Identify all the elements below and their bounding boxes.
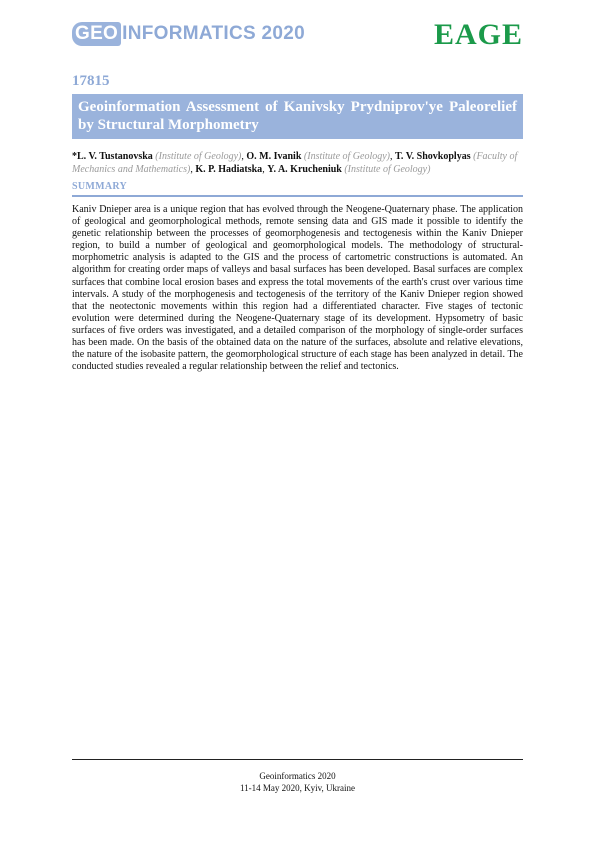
geoinformatics-logo xyxy=(72,22,305,46)
author-affiliation: (Institute of Geology) xyxy=(155,151,242,162)
footer-date-location: 11-14 May 2020, Kyiv, Ukraine xyxy=(239,783,356,793)
author-affiliation: (Faculty of Mechanics and Mathematics) xyxy=(72,151,518,175)
author-name: *L. V. Tustanovska xyxy=(72,151,153,162)
paper-id: 17815 xyxy=(72,73,110,89)
author-name: K. P. Hadiatska xyxy=(195,164,263,175)
author-affiliation: (Institute of Geology) xyxy=(303,151,390,162)
summary-paragraph: Kaniv Dnieper area is a unique region that has evolved through the Neogene-Quaternary phase. The application of geological and geomorphological methods, remote sensing data and GIS made it possible to identify the genetic relationship between the processes of geomorphogenesis and tectogenesis within the Kaniv Dnieper region, to build a number of geological and geomorphological models. The methodology of structural-morphometric analysis is adapted to the GIS and the process of cartometric constructions is automated. An algorithm for creating order maps of valleys and basal surfaces has been developed. Basal surfaces are complex surfaces that combine local erosion bases and express the total movements of the earth's crust over various time intervals. A study of the morphogenesis and tectogenesis of the territory of the Kaniv Dnieper region showed that the neotectonic movements within this region had a differentiated character. Five stages of tectonic evolution were determined during the Neogene-Quaternary stage of its development. Hypsometry of basic surfaces of five orders was investigated, and a detailed comparison of the morphology of single-order surfaces has been made. On the basis of the obtained data on the nature of the surfaces, absolute and relative elevations, the nature of the isobasite pattern, the geomorphological structure of each stage has been analyzed in detail. The conducted studies revealed a regular relationship between the relief and tectonics. xyxy=(72,204,523,373)
logo-informatics-part: INFORMATICS 2020 xyxy=(122,23,306,44)
footer-divider xyxy=(72,759,523,760)
eage-logo: EAGE xyxy=(433,18,523,51)
author-name: O. M. Ivanik xyxy=(246,151,302,162)
paper-title: Geoinformation Assessment of Kanivsky Prydniprov'ye Paleorelief by Structural Morphometry xyxy=(72,94,523,139)
footer xyxy=(72,770,523,794)
logo-geo-part: GEO xyxy=(72,22,121,46)
author-list: *L. V. Tustanovska (Institute of Geology), O. M. Ivanik (Institute of Geology), T. V. Shovkoplyas (Faculty of Mechanics and Mathematics), K. P. Hadiatska, Y. A. Krucheniuk (Institute of Geology) xyxy=(72,151,518,175)
summary-divider xyxy=(72,195,523,197)
author-name: Y. A. Krucheniuk xyxy=(267,164,342,175)
summary-heading: SUMMARY xyxy=(72,181,128,192)
footer-conference: Geoinformatics 2020 xyxy=(259,771,336,781)
author-affiliation: (Institute of Geology) xyxy=(344,164,431,175)
author-name: T. V. Shovkoplyas xyxy=(395,151,471,162)
